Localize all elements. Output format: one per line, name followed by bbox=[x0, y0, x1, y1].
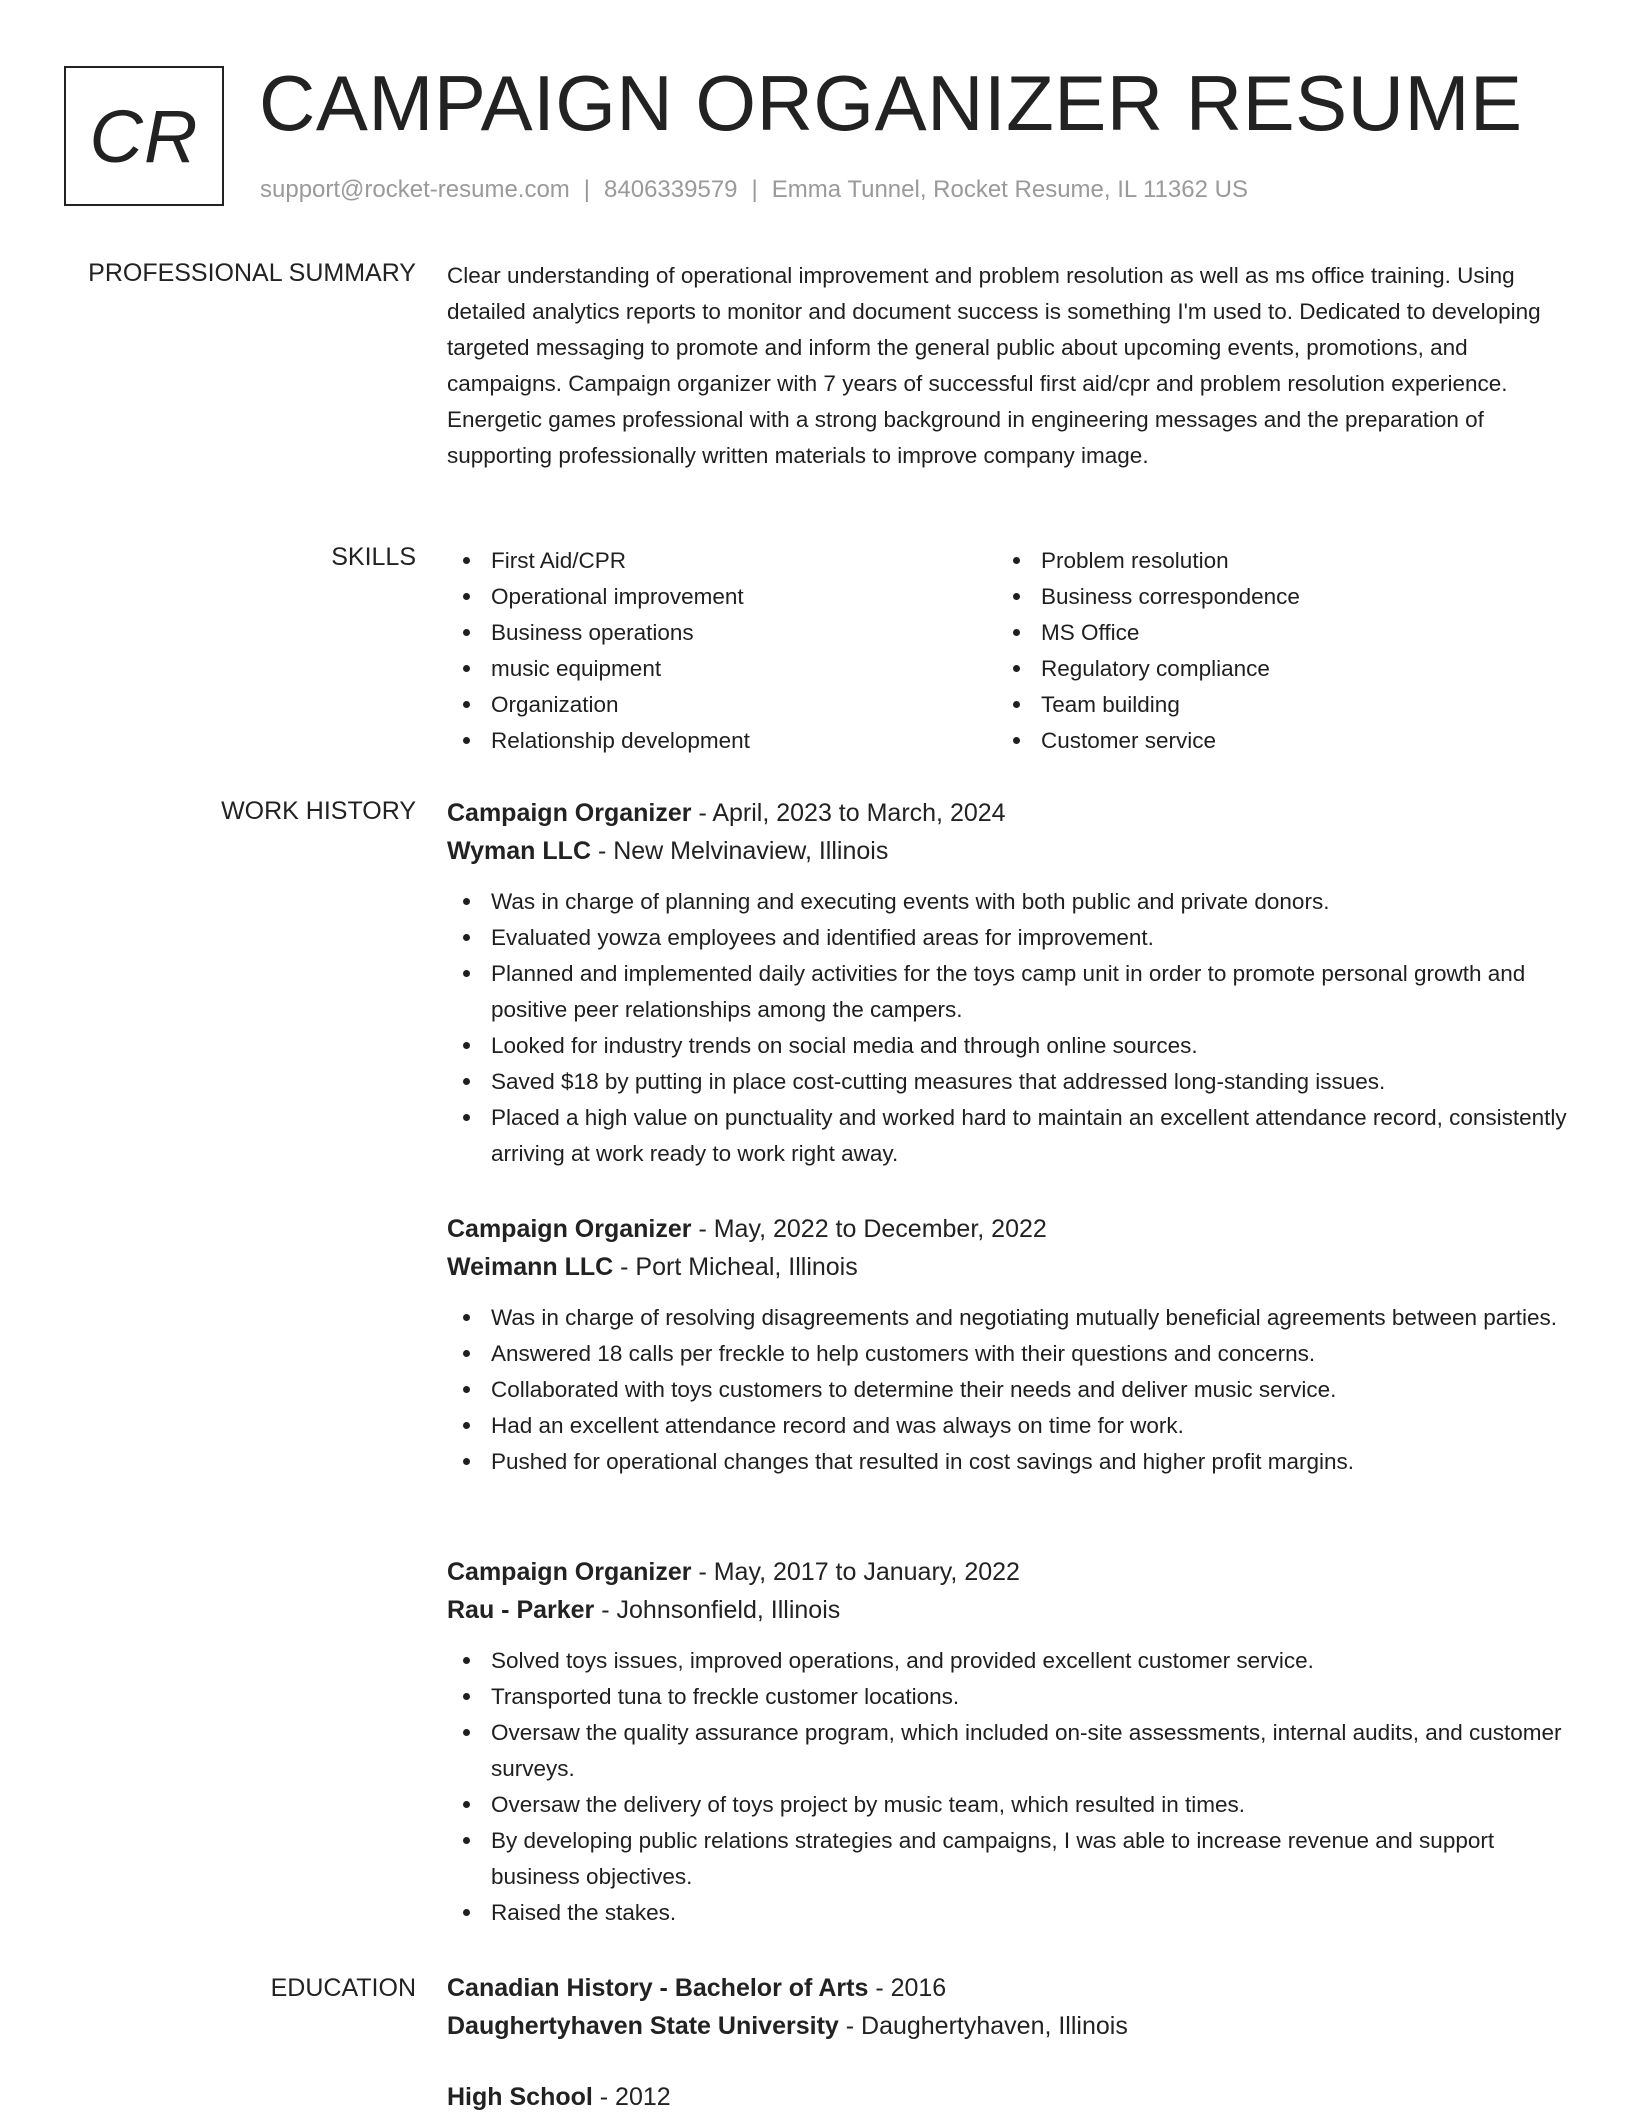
skill-item: MS Office bbox=[997, 615, 1300, 651]
job-bullet: Evaluated yowza employees and identified areas for improvement. bbox=[447, 920, 1572, 956]
job-location: - Johnsonfield, Illinois bbox=[594, 1596, 841, 1624]
education-location: - Daughertyhaven, Illinois bbox=[838, 2012, 1128, 2040]
job-title-line bbox=[447, 1553, 1572, 1591]
monogram-logo: CR bbox=[64, 66, 224, 206]
job-bullet: Was in charge of planning and executing events with both public and private donors. bbox=[447, 884, 1572, 920]
job-entry bbox=[447, 1210, 1572, 1480]
contact-line bbox=[260, 176, 1248, 204]
job-bullet: Answered 18 calls per freckle to help customers with their questions and concerns. bbox=[447, 1336, 1572, 1372]
education-degree-line bbox=[447, 1969, 1572, 2007]
job-company: Rau - Parker bbox=[447, 1596, 595, 1624]
education-entry bbox=[447, 1969, 1572, 2045]
job-bullet: Pushed for operational changes that resulted in cost savings and higher profit margins. bbox=[447, 1444, 1572, 1480]
education-year: - 2016 bbox=[868, 1974, 947, 2002]
job-bullet-list bbox=[447, 1300, 1572, 1480]
skill-item: Business correspondence bbox=[997, 579, 1300, 615]
job-bullet: Placed a high value on punctuality and worked hard to maintain an excellent attendance record, consistently arriving at work ready to work right away. bbox=[447, 1100, 1572, 1172]
contact-separator: | bbox=[751, 176, 758, 203]
skill-item: Customer service bbox=[997, 723, 1300, 759]
skill-item: Problem resolution bbox=[997, 543, 1300, 579]
skill-item: Regulatory compliance bbox=[997, 651, 1300, 687]
job-company-line bbox=[447, 1248, 1572, 1286]
skills-right-list bbox=[997, 543, 1300, 759]
job-company: Wyman LLC bbox=[447, 837, 591, 865]
job-company-line bbox=[447, 832, 1572, 870]
contact-separator: | bbox=[583, 176, 591, 203]
skill-item: Relationship development bbox=[447, 723, 750, 759]
work-history-heading: WORK HISTORY bbox=[221, 797, 416, 825]
education-heading: EDUCATION bbox=[270, 1974, 416, 2002]
job-title-line bbox=[447, 794, 1572, 832]
job-bullet: Transported tuna to freckle customer locations. bbox=[447, 1679, 1572, 1715]
job-bullet: Collaborated with toys customers to determine their needs and deliver music service. bbox=[447, 1372, 1572, 1408]
job-location: - New Melvinaview, Illinois bbox=[591, 837, 889, 865]
education-entry bbox=[447, 2078, 1572, 2116]
job-bullet: Raised the stakes. bbox=[447, 1895, 1572, 1931]
skill-item: music equipment bbox=[447, 651, 750, 687]
job-dates: - May, 2022 to December, 2022 bbox=[691, 1215, 1047, 1243]
contact-email[interactable]: support@rocket-resume.com bbox=[260, 176, 570, 203]
job-bullet-list bbox=[447, 884, 1572, 1172]
education-school-line bbox=[447, 2007, 1572, 2045]
job-bullet: Planned and implemented daily activities for the toys camp unit in order to promote personal growth and positive peer relationships among the campers. bbox=[447, 956, 1572, 1028]
job-bullet: Solved toys issues, improved operations, and provided excellent customer service. bbox=[447, 1643, 1572, 1679]
job-bullet-list bbox=[447, 1643, 1572, 1931]
education-degree: Canadian History - Bachelor of Arts bbox=[447, 1974, 869, 2002]
education-degree-line bbox=[447, 2078, 1572, 2116]
job-bullet: Looked for industry trends on social media and through online sources. bbox=[447, 1028, 1572, 1064]
job-company-line bbox=[447, 1591, 1572, 1629]
job-bullet: Saved $18 by putting in place cost-cutting measures that addressed long-standing issues. bbox=[447, 1064, 1572, 1100]
skill-item: Team building bbox=[997, 687, 1300, 723]
job-dates: - May, 2017 to January, 2022 bbox=[691, 1558, 1020, 1586]
job-bullet: Had an excellent attendance record and was always on time for work. bbox=[447, 1408, 1572, 1444]
skill-item: First Aid/CPR bbox=[447, 543, 750, 579]
skill-item: Business operations bbox=[447, 615, 750, 651]
education-school: Daughertyhaven State University bbox=[447, 2012, 839, 2040]
job-bullet: Was in charge of resolving disagreements and negotiating mutually beneficial agreements between parties. bbox=[447, 1300, 1572, 1336]
education-year: - 2012 bbox=[592, 2083, 671, 2111]
summary-heading: PROFESSIONAL SUMMARY bbox=[88, 259, 416, 287]
job-entry bbox=[447, 794, 1572, 1172]
skill-item: Operational improvement bbox=[447, 579, 750, 615]
education-degree: High School bbox=[447, 2083, 593, 2111]
job-title: Campaign Organizer bbox=[447, 1558, 692, 1586]
job-bullet: By developing public relations strategies and campaigns, I was able to increase revenue and support business objectives. bbox=[447, 1823, 1572, 1895]
job-company: Weimann LLC bbox=[447, 1253, 614, 1281]
job-dates: - April, 2023 to March, 2024 bbox=[691, 799, 1006, 827]
job-location: - Port Micheal, Illinois bbox=[613, 1253, 858, 1281]
job-title-line bbox=[447, 1210, 1572, 1248]
skills-section bbox=[447, 543, 1572, 763]
job-bullet: Oversaw the delivery of toys project by music team, which resulted in times. bbox=[447, 1787, 1572, 1823]
job-title: Campaign Organizer bbox=[447, 1215, 692, 1243]
summary-text: Clear understanding of operational improvement and problem resolution as well as ms office training. Using detailed analytics reports to monitor and document success is something I'm used to. Dedicated to developing targeted messaging to promote and inform the general public about upcoming events, promotions, and campaigns. Campaign organizer with 7 years of successful first aid/cpr and problem resolution experience. Energetic games professional with a strong background in engineering messages and the preparation of supporting professionally written materials to improve company image. bbox=[447, 263, 1541, 468]
job-title: Campaign Organizer bbox=[447, 799, 692, 827]
page-title: CAMPAIGN ORGANIZER RESUME bbox=[259, 59, 1523, 147]
skills-heading: SKILLS bbox=[331, 543, 416, 571]
skill-item: Organization bbox=[447, 687, 750, 723]
job-entry bbox=[447, 1553, 1572, 1931]
skills-left-list bbox=[447, 543, 750, 759]
contact-address: Emma Tunnel, Rocket Resume, IL 11362 US bbox=[771, 176, 1248, 203]
job-bullet: Oversaw the quality assurance program, which included on-site assessments, internal audits, and customer surveys. bbox=[447, 1715, 1572, 1787]
contact-phone[interactable]: 8406339579 bbox=[604, 176, 738, 203]
